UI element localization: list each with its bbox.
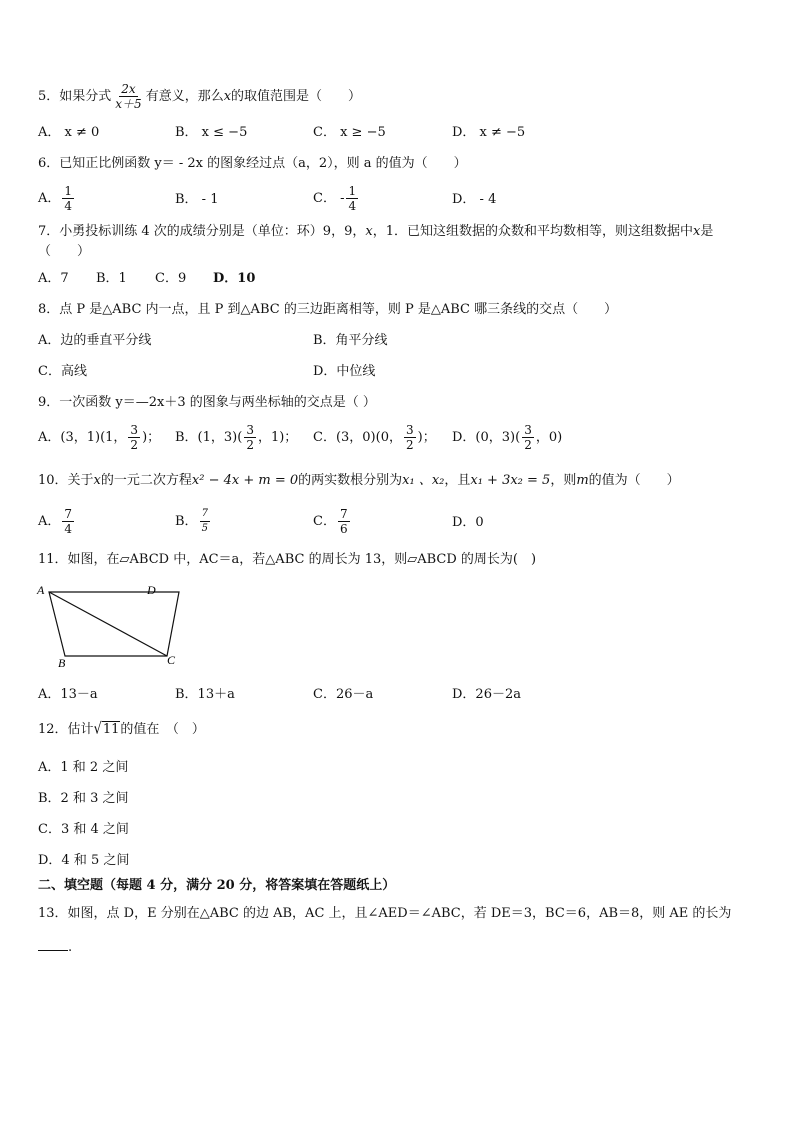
q13-answer-line: . — [38, 940, 72, 956]
q9-option-a: A．(3，1)(1， $\frac{3}{2}$ )； — [38, 423, 161, 452]
q13-stem: 13．如图，点 D，E 分别在△ABC 的边 AB，AC 上，且∠AED＝∠ABC，若 DE＝3，BC＝6，AB＝8，则 AE 的长为 — [38, 906, 732, 921]
q7-option-c: C．9 — [155, 271, 187, 286]
q10-stem: 10．关于x的一元二次方程x² − 4x + m = 0的两实数根分别为x₁ 、x₂，且x₁ + 3x₂ = 5，则m的值为（ ） — [38, 473, 680, 488]
q11-option-d: D．26－2a — [452, 687, 521, 702]
q11-option-c: C．26－a — [313, 687, 374, 702]
q6-option-c: C． - $\frac{1}{4}$ — [313, 184, 357, 213]
q10-option-b: B． $\frac{7}{5}$ — [175, 508, 208, 534]
q5-fraction: $\frac{2x}{x+5}$ — [115, 82, 142, 111]
q11-stem: 11．如图，在▱ABCD 中，AC＝a，若△ABC 的周长为 13，则▱ABCD 的周长为( ) — [38, 552, 537, 567]
q6-option-d: D． - 4 — [452, 192, 497, 207]
sqrt-icon: √ — [93, 720, 102, 739]
q8-option-a: A．边的垂直平分线 — [38, 333, 152, 348]
q6-stem: 6．已知正比例函数 y＝ - 2x 的图象经过点（a，2），则 a 的值为（ ） — [38, 156, 467, 171]
q10-option-a: A． $\frac{7}{4}$ — [38, 507, 73, 536]
q7-option-b: B．1 — [96, 271, 127, 286]
q7-option-a: A．7 — [38, 271, 69, 286]
q5-option-b: B． x ≤ −5 — [175, 125, 248, 140]
q9-option-d: D．(0，3)( $\frac{3}{2}$ ，0) — [452, 423, 563, 452]
q9-option-b: B．(1，3)( $\frac{3}{2}$ ，1)； — [175, 423, 298, 452]
parallelogram-abcd — [49, 592, 179, 656]
q9-stem: 9．一次函数 y＝—2x＋3 的图象与两坐标轴的交点是（ ） — [38, 395, 376, 410]
q7-stem: 7．小勇投标训练 4 次的成绩分别是（单位：环）9，9，x，1．已知这组数据的众数和平均数相等，则这组数据中x是 — [38, 224, 714, 239]
answer-blank[interactable] — [38, 950, 68, 951]
diagonal-ac — [49, 592, 167, 656]
q7-option-d: D．10 — [213, 271, 256, 286]
q10-option-d: D．0 — [452, 515, 484, 530]
vertex-label-c: C — [167, 653, 176, 667]
vertex-label-a: A — [37, 583, 45, 597]
q12-stem: 12．估计√11的值在 （ ） — [38, 720, 205, 739]
q12-option-a: A．1 和 2 之间 — [38, 760, 129, 775]
section-heading: 二、填空题（每题 4 分，满分 20 分，将答案填在答题纸上） — [38, 878, 396, 893]
q7-stem-cont: （ ） — [38, 244, 91, 259]
q5-option-a: A． x ≠ 0 — [38, 125, 100, 140]
q12-option-d: D．4 和 5 之间 — [38, 853, 130, 868]
q5-stem: 5．如果分式 $\frac{2x}{x+5}$ 有意义，那么x的取值范围是（ ） — [38, 82, 362, 111]
q12-option-b: B．2 和 3 之间 — [38, 791, 129, 806]
q5-option-c: C． x ≥ −5 — [313, 125, 386, 140]
vertex-label-d: D — [147, 583, 156, 597]
q6-option-a: A． $\frac{1}{4}$ — [38, 184, 73, 213]
q8-option-d: D．中位线 — [313, 364, 376, 379]
q8-option-b: B．角平分线 — [313, 333, 388, 348]
q10-option-c: C． $\frac{7}{6}$ — [313, 507, 348, 536]
q8-stem: 8．点 P 是△ABC 内一点，且 P 到△ABC 的三边距离相等，则 P 是△ABC 哪三条线的交点（ ） — [38, 302, 618, 317]
q12-option-c: C．3 和 4 之间 — [38, 822, 129, 837]
vertex-label-b: B — [58, 656, 66, 670]
q11-option-b: B．13＋a — [175, 687, 235, 702]
q6-option-b: B． - 1 — [175, 192, 219, 207]
q9-option-c: C．(3，0)(0， $\frac{3}{2}$ )； — [313, 423, 436, 452]
parallelogram-figure — [34, 580, 184, 670]
q11-option-a: A．13－a — [38, 687, 98, 702]
q8-option-c: C．高线 — [38, 364, 87, 379]
q5-option-d: D． x ≠ −5 — [452, 125, 526, 140]
